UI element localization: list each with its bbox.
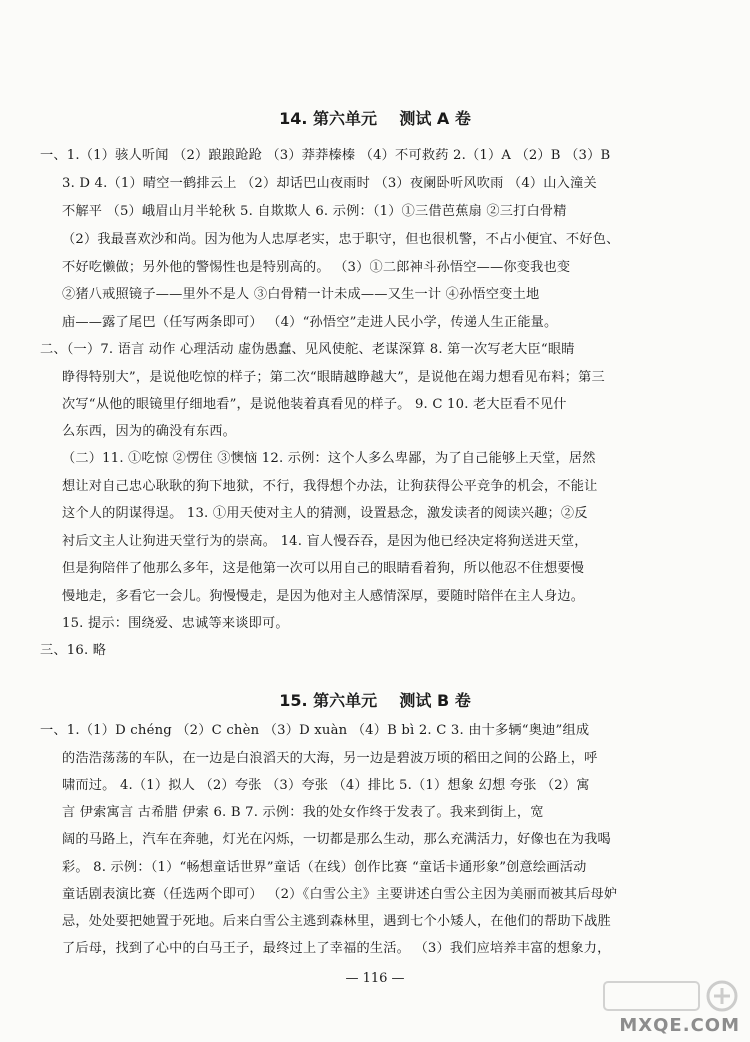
s14-line-12: （二）11. ①吃惊 ②愣住 ③懊恼 12. 示例：这个人多么卑鄙，为了自己能够上天堂，居然 <box>62 451 596 466</box>
s15-line-1: 一、1.（1）D chéng （2）C chèn （3）D xuàn （4）B bì 2. C 3. 由十多辆“奥迪”组成 <box>40 723 590 738</box>
s14-line-10: 次写“从他的眼镜里仔细地看”，是说他装着真看见的样子。 9. C 10. 老大臣看不见什 <box>62 397 567 412</box>
s14-line-15: 衬后文主人让狗进天堂行为的崇高。 14. 盲人慢吞吞，是因为他已经决定将狗送进天堂， <box>62 534 588 549</box>
s14-line-17: 慢地走，多看它一会儿。狗慢慢走，是因为他对主人感情深厚，要随时陪伴在主人身边。 <box>62 589 585 604</box>
watermark-text: MXQE.COM <box>619 1015 740 1036</box>
s14-line-14: 这个人的阴谋得逞。 13. ①用天使对主人的猜测，设置悬念，激发读者的阅读兴趣；②反 <box>62 506 588 521</box>
s15-line-2: 的浩浩荡荡的车队，在一边是白浪滔天的大海，另一边是碧波万顷的稻田之间的公路上，呼 <box>62 751 598 766</box>
section-14-title: 14. 第六单元 测试 A 卷 <box>279 109 471 128</box>
s14-line-19: 三、16. 略 <box>40 643 107 658</box>
section-15-title: 15. 第六单元 测试 B 卷 <box>279 691 471 710</box>
s14-line-7: 庙——露了尾巴（任写两条即可） （4）“孙悟空”走进人民小学，传递人生正能量。 <box>62 315 558 330</box>
s15-line-4: 言 伊索寓言 古希腊 伊索 6. B 7. 示例：我的处女作终于发表了。我来到街上，宽 <box>62 805 544 820</box>
s14-line-16: 但是狗陪伴了他那么多年，这是他第一次可以用自己的眼睛看着狗，所以他忍不住想要慢 <box>62 561 585 576</box>
s14-line-2: 3. D 4.（1）晴空一鹤排云上 （2）却话巴山夜雨时 （3）夜阑卧听风吹雨 （4）山入潼关 <box>62 176 597 191</box>
s15-line-9: 了后母，找到了心中的白马王子，最终过上了幸福的生活。 （3）我们应培养丰富的想象力， <box>62 941 611 956</box>
s15-line-3: 啸而过。 4.（1）拟人 （2）夸张 （3）夸张 （4）排比 5.（1）想象 幻想 夸张 （2）寓 <box>62 778 590 793</box>
s14-line-13: 想让对自己忠心耿耿的狗下地狱，不行，我得想个办法，让狗获得公平竞争的机会，不能让 <box>62 479 598 494</box>
s14-line-4: （2）我最喜欢沙和尚。因为他为人忠厚老实，忠于职守，但也很机警，不占小便宜、不好色、 <box>62 232 620 247</box>
s14-line-18: 15. 提示：围绕爱、忠诚等来谈即可。 <box>62 616 289 631</box>
s14-line-9: 睁得特别大”，是说他吃惊的样子；第二次“眼睛越睁越大”，是说他在竭力想看见布料；第三 <box>62 370 605 385</box>
s14-line-3: 不解平 （5）峨眉山月半轮秋 5. 自欺欺人 6. 示例：（1）①三借芭蕉扇 ②三打白骨精 <box>62 204 567 219</box>
s15-line-5: 阔的马路上，汽车在奔驰，灯光在闪烁，一切都是那么生动，那么充满活力，好像也在为我喝 <box>62 832 611 847</box>
s14-line-1: 一、1.（1）骇人听闻 （2）踉踉跄跄 （3）莽莽榛榛 （4）不可救药 2.（1）A （2）B （3）B <box>40 148 611 163</box>
s14-line-8: 二、（一）7. 语言 动作 心理活动 虚伪愚蠢、见风使舵、老谋深算 8. 第一次写老大臣“眼睛 <box>40 342 575 357</box>
page-number: — 116 — <box>345 971 405 986</box>
s15-line-7: 童话剧表演比赛（任选两个即可） （2）《白雪公主》主要讲述白雪公主因为美丽而被其后母妒 <box>62 887 618 902</box>
s14-line-5: 不好吃懒做；另外他的警惕性也是特别高的。 （3）①二郎神斗孙悟空——你变我也变 <box>62 260 571 275</box>
s14-line-6: ②猪八戒照镜子——里外不是人 ③白骨精一计未成——又生一计 ④孙悟空变土地 <box>62 287 540 302</box>
s15-line-8: 忌，处处要把她置于死地。后来白雪公主逃到森林里，遇到七个小矮人，在他们的帮助下战胜 <box>62 914 611 929</box>
s14-line-11: 么东西，因为的确没有东西。 <box>62 424 237 439</box>
s15-line-6: 彩。 8. 示例：（1）“畅想童话世界”童话（在线）创作比赛 “童话卡通形象”创意绘画活动 <box>62 860 587 875</box>
